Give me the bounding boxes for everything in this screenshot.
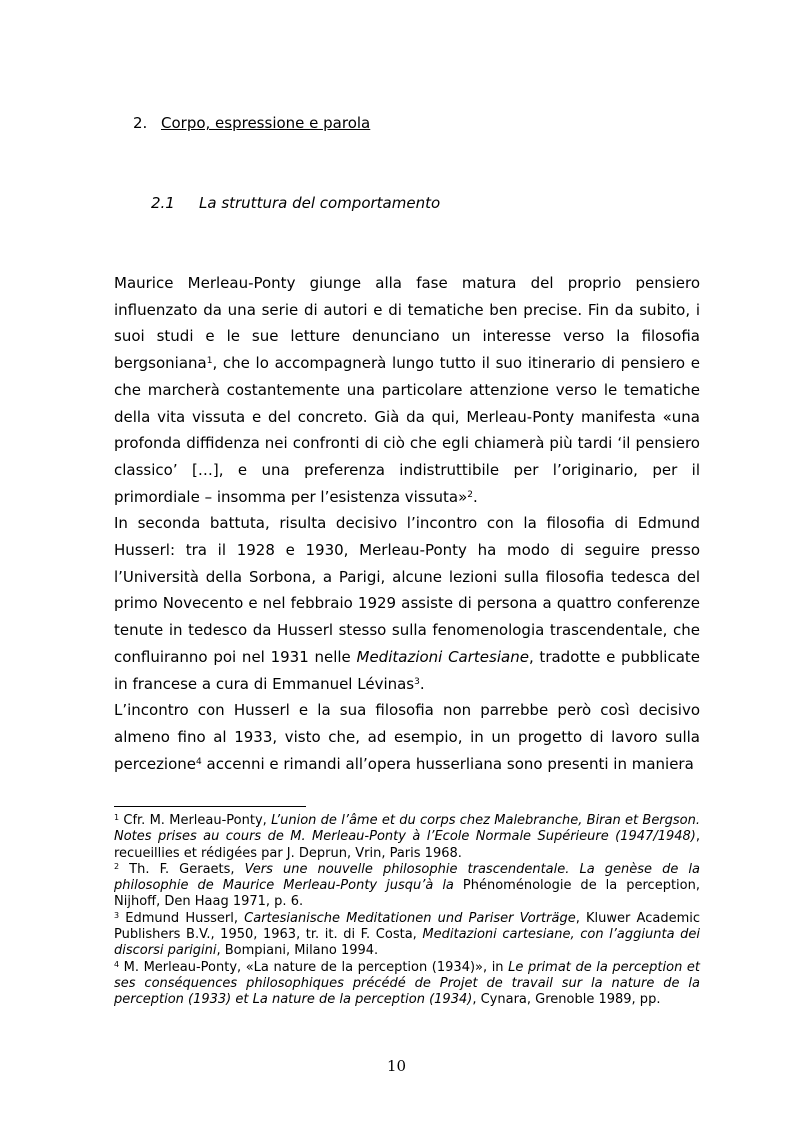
footnote-1 [114, 813, 700, 862]
footnote-italic: Meditazioni cartesiane, con l’aggiunta dei discorsi parigini [114, 927, 700, 959]
footnote-text: , Kluwer Academic Publishers B.V., 1950, 1963, tr. it. di F. Costa, [114, 910, 700, 943]
footnote-italic: Cartesianische Meditationen und Pariser Vorträge [244, 910, 576, 926]
footnote-text: Phénoménologie de la perception, Nijhoff, Den Haag 1971, p. 6. [114, 878, 700, 910]
footnote-italic: Vers une nouvelle philosophie trascendentale. La genèse de la philosophie de Maurice Merleau-Ponty jusqu’à la [114, 861, 701, 894]
footnote-text: M. Merleau-Ponty, «La nature de la perception (1934)», in [119, 959, 509, 975]
subsection-title: La struttura del comportamento [199, 194, 441, 212]
footnote-text: , recueillies et rédigées par J. Deprun, Vrin, Paris 1968. [114, 829, 700, 861]
body-text [114, 270, 700, 777]
paragraph-3 [114, 697, 700, 777]
footnote-ref-1: 1 [206, 356, 213, 367]
page-number: 10 [386, 1057, 407, 1075]
footnote-number: 3 [114, 910, 120, 920]
section-number: 2. [133, 114, 148, 132]
footnote-text: , Bompiani, Milano 1994. [216, 943, 379, 959]
footnote-4 [114, 960, 700, 1009]
footnote-2 [114, 862, 700, 911]
paragraph-text: . [472, 487, 478, 506]
footnote-separator [114, 806, 306, 807]
paragraph-text: Maurice Merleau-Ponty giunge alla fase matura del proprio pensiero influenzato da una serie di autori e di tematiche ben precise. Fin da subito, i suoi studi e le sue letture denunciano un interesse verso la filosofia bergsoniana [114, 274, 700, 373]
section-heading [133, 114, 370, 132]
paragraph-text: L’incontro con Husserl e la sua filosofia non parrebbe però così decisivo almeno fino al 1933, visto che, ad esempio, in un progetto di lavoro sulla percezione [114, 701, 700, 773]
footnote-number: 4 [114, 959, 120, 969]
paragraph-1 [114, 270, 700, 510]
paragraph-text: In seconda battuta, risulta decisivo l’incontro con la filosofia di Edmund Husserl: tra il 1928 e 1930, Merleau-Ponty ha modo di seguire presso l’Università della Sorbona, a Parigi, alcune lezioni sulla filosofia tedesca del primo Novecento e nel febbraio 1929 assiste di persona a quattro conferenze tenute in tedesco da Husserl stesso sulla fenomenologia trascendentale, che confluiranno poi nel 1931 nelle [114, 514, 700, 666]
footnote-text: Edmund Husserl, [119, 910, 245, 926]
footnote-number: 1 [114, 813, 120, 822]
subsection-number: 2.1 [151, 194, 175, 212]
footnote-3 [114, 911, 700, 960]
footnote-text: Th. F. Geraets, [119, 861, 245, 877]
footnote-text: , Cynara, Grenoble 1989, pp. [472, 992, 661, 1008]
paragraph-text: , tradotte e pubblicate in francese a cura di Emmanuel Lévinas [114, 647, 701, 693]
paragraph-text: , che lo accompagnerà lungo tutto il suo itinerario di pensiero e che marcherà costantemente una particolare attenzione verso le tematiche della vita vissuta e del concreto. Già da qui, Merleau-Ponty manifesta «una profonda diffidenza nei confronti di ciò che egli chiamerà più tardi ‘il pensiero classico’ […], e una preferenza indistruttibile per l’originario, per il primordiale – insomma per l’esistenza vissuta» [114, 354, 700, 506]
paragraph-2 [114, 510, 700, 697]
subsection-heading [151, 194, 440, 212]
paragraph-text: . [419, 674, 425, 693]
footnote-italic: L’union de l’âme et du corps chez Malebranche, Biran et Bergson. Notes prises au cours de M. Merleau-Ponty à l’Ecole Normale Supérieure (1947/1948) [114, 813, 701, 845]
footnotes [114, 813, 700, 1009]
footnote-text: Cfr. M. Merleau-Ponty, [119, 813, 272, 828]
italic-title: Meditazioni Cartesiane [356, 647, 529, 666]
footnote-italic: Le primat de la perception et ses conséquences philosophiques précédé de Projet de travail sur la nature de la perception (1933) et La nature de la perception (1934) [114, 959, 700, 1008]
paragraph-text: accenni e rimandi all’opera husserliana sono presenti in maniera [201, 754, 694, 773]
footnote-ref-3: 3 [414, 676, 420, 687]
footnote-ref-2: 2 [467, 489, 473, 500]
footnote-number: 2 [114, 861, 120, 871]
section-title: Corpo, espressione e parola [161, 114, 371, 132]
footnote-ref-4: 4 [196, 756, 202, 767]
